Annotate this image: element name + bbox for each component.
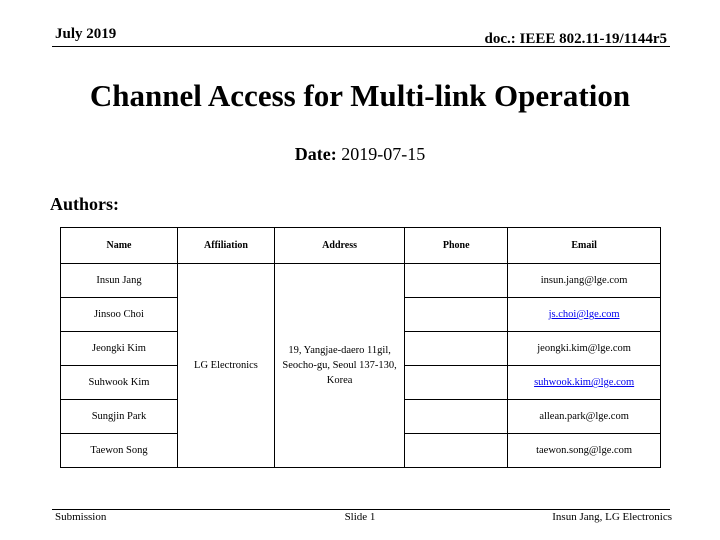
header-email: Email: [508, 228, 661, 264]
author-phone: [405, 434, 508, 468]
date-label: Date:: [294, 144, 337, 164]
author-phone: [405, 366, 508, 400]
table-header-row: [61, 228, 661, 264]
footer-rule: [52, 509, 670, 510]
author-email: insun.jang@lge.com: [508, 264, 661, 298]
author-phone: [405, 332, 508, 366]
author-phone: [405, 400, 508, 434]
footer-submission: Submission: [55, 511, 107, 523]
header-address: Address: [275, 228, 405, 264]
table-row: [61, 264, 661, 298]
author-phone: [405, 298, 508, 332]
author-email-link[interactable]: js.choi@lge.com: [548, 309, 620, 320]
author-name: Jeongki Kim: [61, 332, 178, 366]
author-name: Taewon Song: [61, 434, 178, 468]
author-email: allean.park@lge.com: [508, 400, 661, 434]
author-email: taewon.song@lge.com: [508, 434, 661, 468]
header-rule: [52, 46, 670, 47]
author-address: 19, Yangjae-daero 11gil, Seocho-gu, Seoul 137-130, Korea: [275, 264, 405, 468]
author-name: Suhwook Kim: [61, 366, 178, 400]
author-email: [508, 298, 661, 332]
authors-table: [60, 227, 661, 468]
header-doc-id: doc.: IEEE 802.11-19/1144r5: [484, 31, 667, 47]
author-affiliation: LG Electronics: [177, 264, 274, 468]
author-name: Jinsoo Choi: [61, 298, 178, 332]
date-value: 2019-07-15: [341, 144, 426, 164]
header-affiliation: Affiliation: [177, 228, 274, 264]
header-name: Name: [61, 228, 178, 264]
header-date: July 2019: [55, 26, 117, 42]
footer-author: Insun Jang, LG Electronics: [552, 511, 672, 523]
author-email: jeongki.kim@lge.com: [508, 332, 661, 366]
author-phone: [405, 264, 508, 298]
slide-title: Channel Access for Multi-link Operation: [89, 78, 631, 113]
header-phone: Phone: [405, 228, 508, 264]
footer-slide-number: Slide 1: [344, 511, 376, 523]
author-email: [508, 366, 661, 400]
authors-heading: Authors:: [50, 194, 120, 214]
author-name: Insun Jang: [61, 264, 178, 298]
date-line: [0, 144, 720, 165]
author-name: Sungjin Park: [61, 400, 178, 434]
author-email-link[interactable]: suhwook.kim@lge.com: [534, 377, 635, 388]
